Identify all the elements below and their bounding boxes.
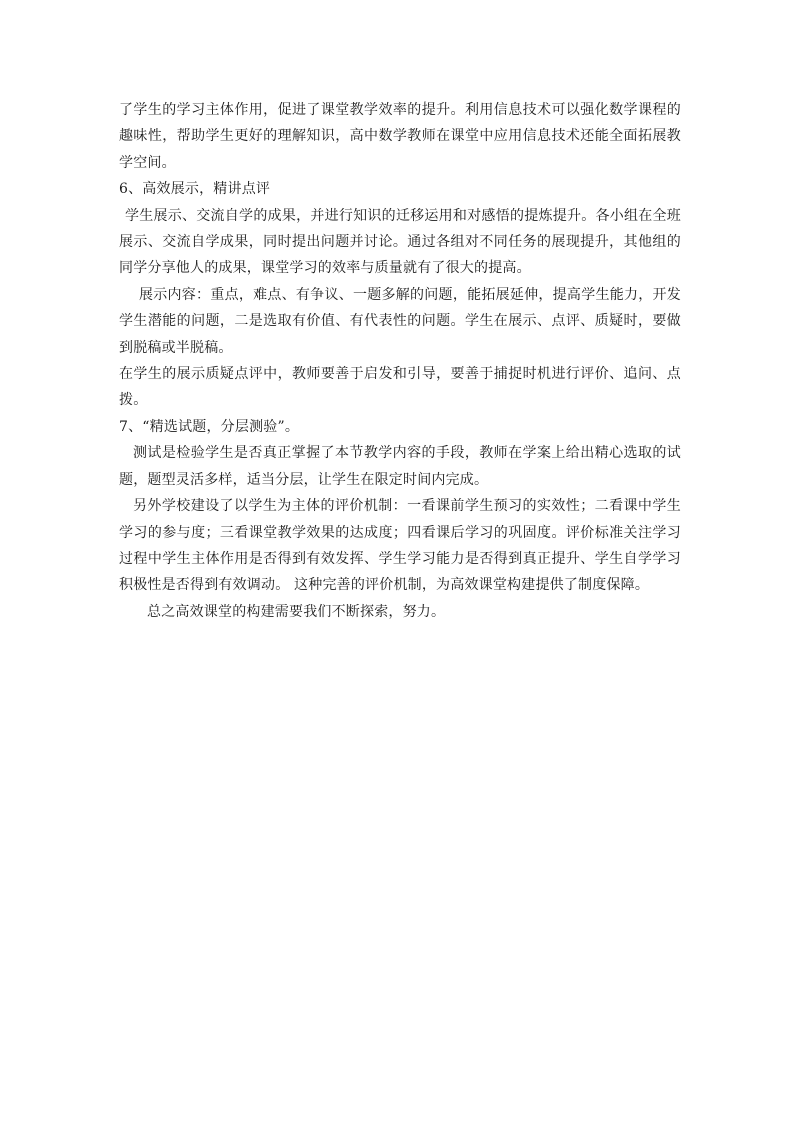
paragraph-it-space: 了学生的学习主体作用，促进了课堂教学效率的提升。利用信息技术可以强化数学课程的趣味性，帮助学生更好的理解知识，高中数学教师在课堂中应用信息技术还能全面拓展教学空间。: [119, 102, 681, 171]
heading-layered-test: 7、“精选试题，分层测验”。: [119, 418, 300, 435]
paragraph-evaluation-mechanism: 另外学校建设了以学生为主体的评价机制：一看课前学生预习的实效性；二看课中学生学习的参与度；三看课堂教学效果的达成度；四看课后学习的巩固度。评价标准关注学习过程中学生主体作用是否得到有效发挥、学生学习能力是否得到真正提升、学生自学学习积极性是否得到有效调动。 这种完善的评价机制，为高效课堂构建提供了制度保障。: [119, 498, 681, 594]
heading-efficient-display: 6、高效展示，精讲点评: [119, 181, 271, 198]
paragraph-display-content: 展示内容：重点，难点、有争议、一题多解的问题，能拓展延伸，提高学生能力，开发学生潜能的问题，二是选取有价值、有代表性的问题。学生在展示、点评、质疑时，要做到脱稿或半脱稿。: [119, 286, 681, 356]
document-page: [119, 97, 681, 625]
paragraph-conclusion: 总之高效课堂的构建需要我们不断探索，努力。: [147, 603, 446, 620]
paragraph-test-description: 测试是检验学生是否真正掌握了本节教学内容的手段，教师在学案上给出精心选取的试题，题型灵活多样，适当分层，让学生在限定时间内完成。: [119, 445, 681, 488]
paragraph-student-display: 学生展示、交流自学的成果，并进行知识的迁移运用和对感悟的提炼提升。各小组在全班展示、交流自学成果，同时提出问题并讨论。通过各组对不同任务的展现提升，其他组的同学分享他人的成果，课堂学习的效率与质量就有了很大的提高。: [119, 207, 681, 277]
paragraph-teacher-guidance: 在学生的展示质疑点评中，教师要善于启发和引导，要善于捕捉时机进行评价、追问、点拨。: [119, 366, 681, 409]
